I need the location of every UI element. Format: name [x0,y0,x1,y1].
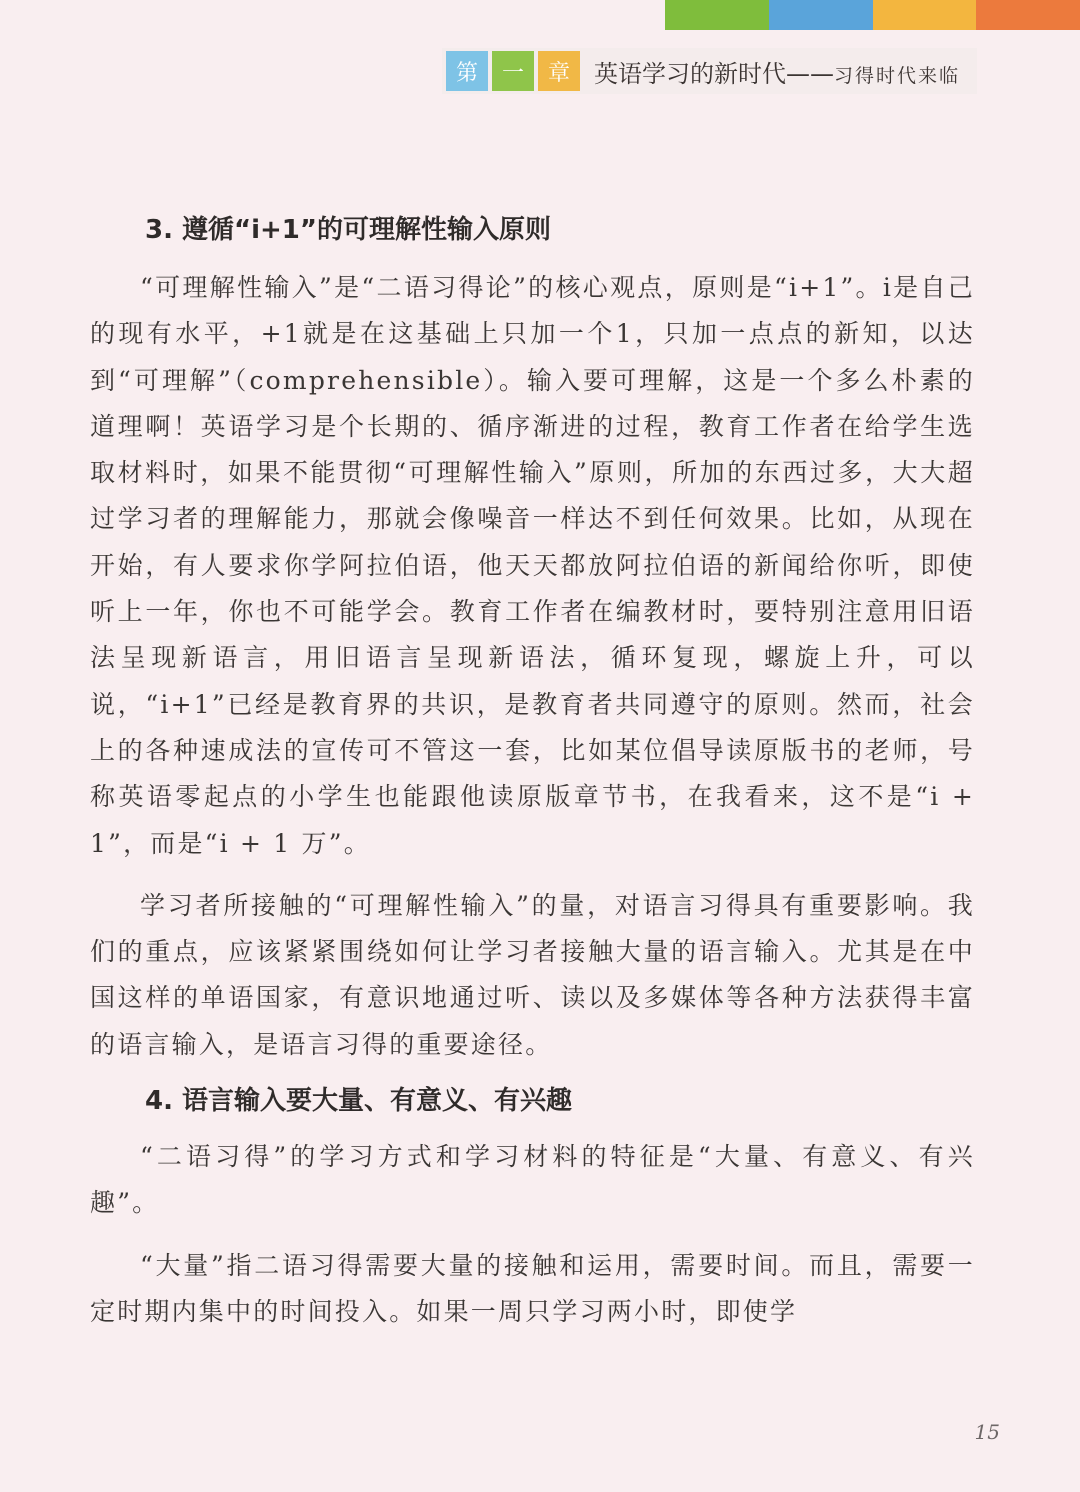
section-4-heading: 4. 语言输入要大量、有意义、有兴趣 [145,1086,573,1117]
section-4-paragraph-1: “二语习得”的学习方式和学习材料的特征是“大量、有意义、有兴趣”。 [90,1142,975,1218]
chapter-subtitle: 习得时代来临 [834,64,961,87]
color-strip-blue [769,0,873,30]
top-color-strip [665,0,1080,30]
color-strip-yellow [873,0,977,30]
section-3-paragraph-1: “可理解性输入”是“二语习得论”的核心观点，原则是“i+1”。i是自己的现有水平，+1就是在这基础上只加一个1，只加一点点的新知，以达到“可理解”（comprehensible）。输入要可理解，这是一个多么朴素的道理啊！英语学习是个长期的、循序渐进的过程，教育工作者在给学生选取材料时，如果不能贯彻“可理解性输入”原则，所加的东西过多，大大超过学习者的理解能力，那就会像噪音一样达不到任何效果。比如，从现在开始，有人要求你学阿拉伯语，他天天都放阿拉伯语的新闻给你听，即使听上一年，你也不可能学会。教育工作者在编教材时，要特别注意用旧语法呈现新语言，用旧语言呈现新语法，循环复现，螺旋上升，可以说，“i+1”已经是教育界的共识，是教育者共同遵守的原则。然而，社会上的各种速成法的宣传可不管这一套，比如某位倡导读原版书的老师，号称英语零起点的小学生也能跟他读原版章节书，在我看来，这不是“i + 1”，而是“i + 1 万”。 [90,273,975,858]
chapter-title [594,54,960,89]
color-strip-green [665,0,769,30]
chapter-header [442,48,977,94]
section-4-paragraph-2: “大量”指二语习得需要大量的接触和运用，需要时间。而且，需要一定时期内集中的时间投入。如果一周只学习两小时，即使学 [90,1250,975,1326]
chapter-char-2: 一 [501,60,524,86]
chapter-char-3: 章 [547,60,570,86]
page-content [90,205,975,1335]
section-3-heading: 3. 遵循“i+1”的可理解性输入原则 [145,215,551,245]
chapter-box-2 [492,51,534,91]
chapter-char-1: 第 [455,60,478,86]
section-3-paragraph-2: 学习者所接触的“可理解性输入”的量，对语言习得具有重要影响。我们的重点，应该紧紧围绕如何让学习者接触大量的语言输入。尤其是在中国这样的单语国家，有意识地通过听、读以及多媒体等各种方法获得丰富的语言输入，是语言习得的重要途径。 [90,890,975,1059]
chapter-box-3 [538,51,580,91]
color-strip-orange [976,0,1080,30]
chapter-box-1 [446,51,488,91]
chapter-title-main: 英语学习的新时代—— [594,59,834,88]
page-number: 15 [974,1420,1000,1444]
